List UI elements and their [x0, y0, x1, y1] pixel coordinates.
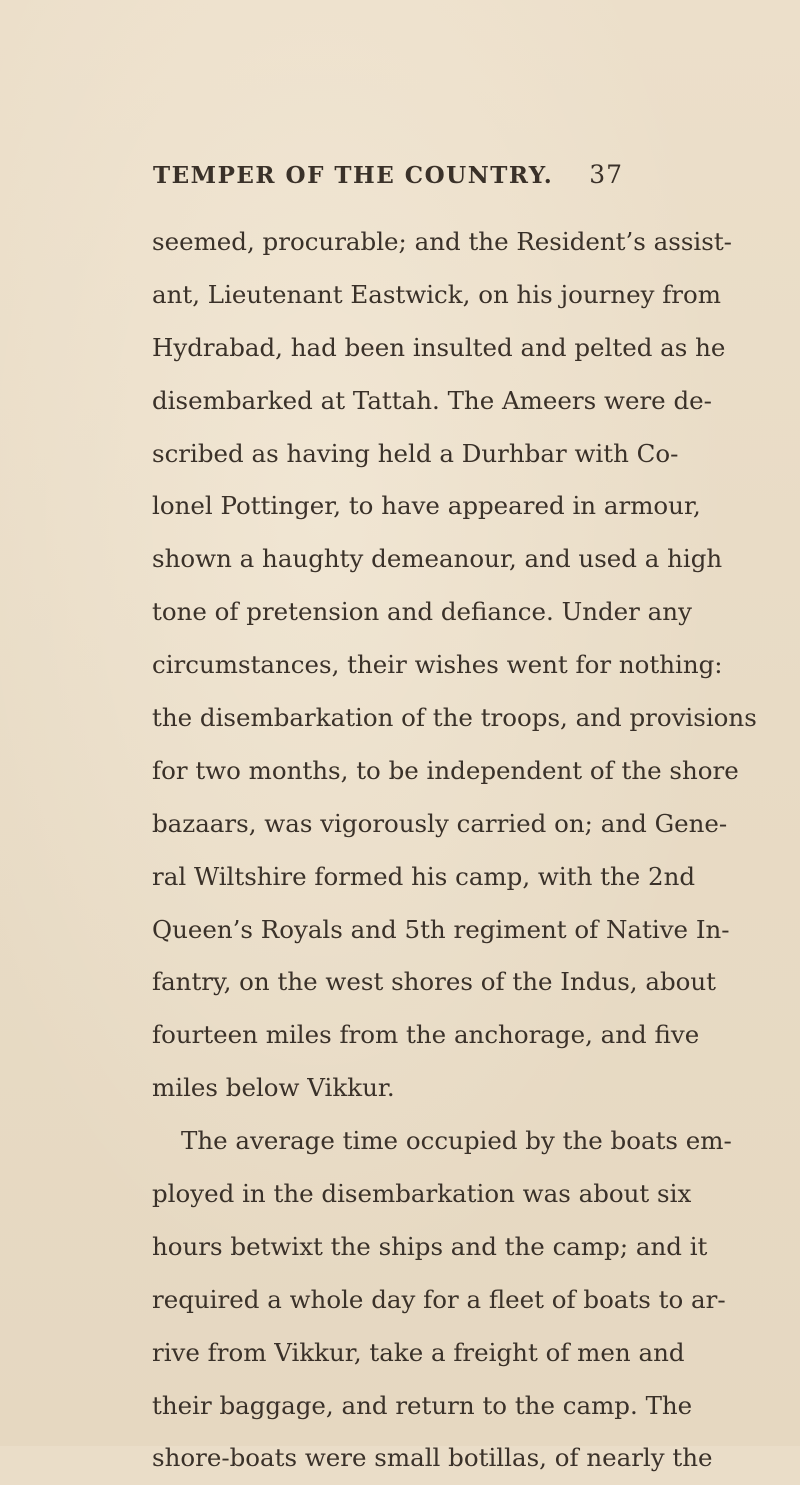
text-line: lonel Pottinger, to have appeared in armour,	[152, 491, 701, 521]
text-line: ral Wiltshire formed his camp, with the 2nd	[152, 861, 696, 891]
body-text	[152, 216, 757, 1485]
text-line: hours betwixt the ships and the camp; and it	[152, 1231, 708, 1261]
text-line: their baggage, and return to the camp. The	[152, 1390, 693, 1420]
text-line: circumstances, their wishes went for nothing:	[152, 650, 723, 680]
text-line: Queen’s Royals and 5th regiment of Native In-	[152, 914, 730, 944]
running-head-title: TEMPER OF THE COUNTRY.	[153, 162, 554, 189]
text-line: required a whole day for a fleet of boats to ar-	[152, 1284, 726, 1314]
text-line: fourteen miles from the anchorage, and five	[152, 1020, 700, 1050]
paragraph-start-line: The average time occupied by the boats em-	[181, 1126, 732, 1156]
text-line: rive from Vikkur, take a freight of men and	[152, 1337, 685, 1367]
text-line: shown a haughty demeanour, and used a high	[152, 544, 723, 574]
text-line: shore-boats were small botillas, of nearly the	[152, 1443, 713, 1473]
text-line: ployed in the disembarkation was about six	[152, 1179, 692, 1209]
paragraph-end-line: miles below Vikkur.	[152, 1073, 395, 1103]
text-line: Hydrabad, had been insulted and pelted as he	[152, 332, 726, 362]
text-line: for two months, to be independent of the shore	[152, 755, 739, 785]
page-number: 37	[589, 160, 623, 189]
text-line: seemed, procurable; and the Resident’s assist-	[152, 227, 732, 256]
running-head	[153, 160, 623, 194]
text-line: the disembarkation of the troops, and provisions	[152, 703, 757, 733]
text-line: fantry, on the west shores of the Indus, about	[152, 967, 717, 997]
text-line: tone of pretension and defiance. Under any	[152, 597, 692, 627]
text-line: disembarked at Tattah. The Ameers were de-	[152, 385, 712, 415]
text-line: bazaars, was vigorously carried on; and Gene-	[152, 808, 728, 838]
text-line: ant, Lieutenant Eastwick, on his journey from	[152, 279, 721, 309]
text-line: scribed as having held a Durhbar with Co-	[152, 438, 679, 468]
